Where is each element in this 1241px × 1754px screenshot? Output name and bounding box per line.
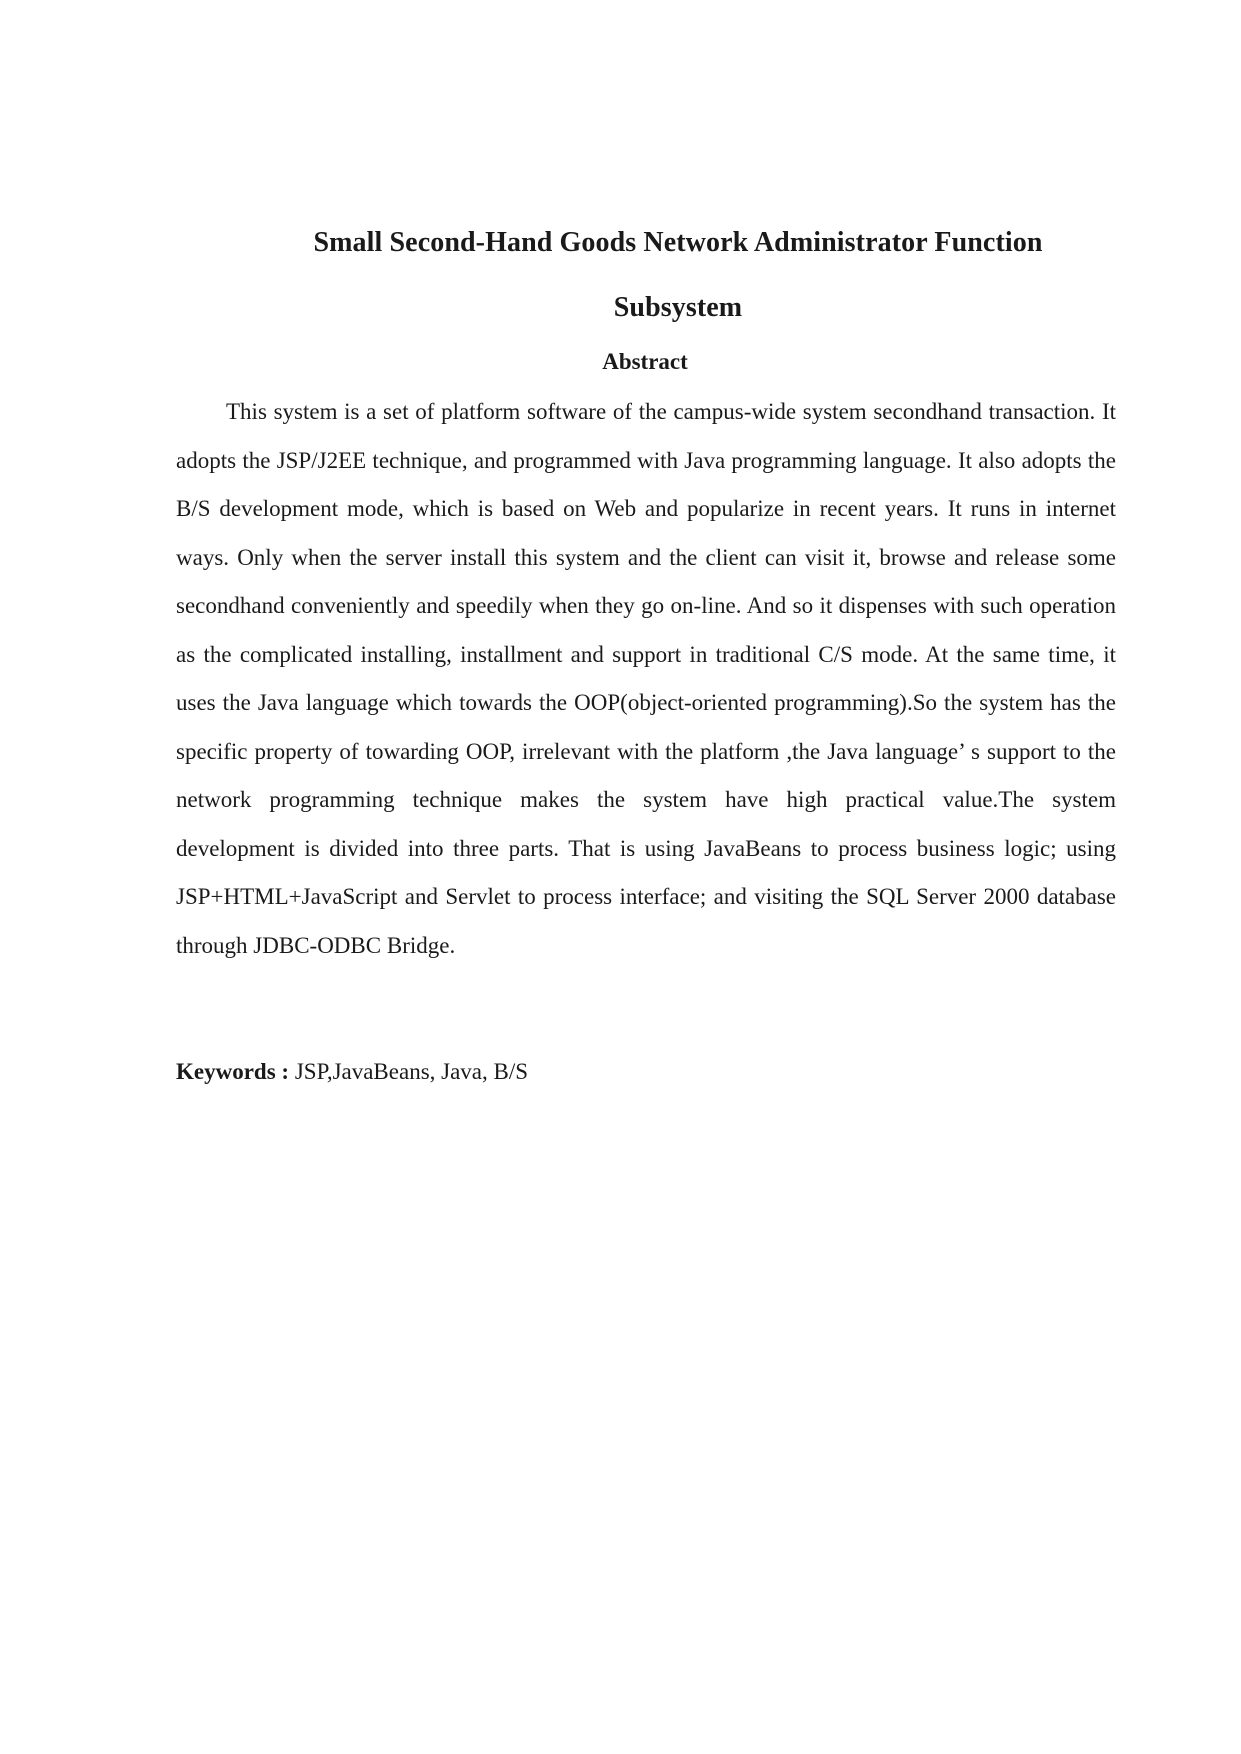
keywords-value: JSP,JavaBeans, Java, B/S: [289, 1059, 529, 1084]
keywords-label: Keywords :: [176, 1059, 290, 1084]
abstract-body: This system is a set of platform software of the campus-wide system secondhand transaction. It adopts the JSP/J2EE technique, and programmed with Java programming language. It also adopts the B/S development mode, which is based on Web and popularize in recent years. It runs in internet ways. Only when the server install this system and the client can visit it, browse and release some secondhand conveniently and speedily when they go on-line. And so it dispenses with such operation as the complicated installing, installment and support in traditional C/S mode. At the same time, it uses the Java language which towards the OOP(object-oriented programming).So the system has the specific property of towarding OOP, irrelevant with the platform ,the Java language’ s support to the network programming technique makes the system have high practical value.The system development is divided into three parts. That is using JavaBeans to process business logic; using JSP+HTML+JavaScript and Servlet to process interface; and visiting the SQL Server 2000 database through JDBC-ODBC Bridge.: [176, 399, 1116, 958]
abstract-heading: Abstract: [602, 349, 688, 374]
keywords-line: [176, 1057, 1116, 1087]
page-title: Small Second-Hand Goods Network Administrator Function Subsystem: [313, 227, 1043, 323]
